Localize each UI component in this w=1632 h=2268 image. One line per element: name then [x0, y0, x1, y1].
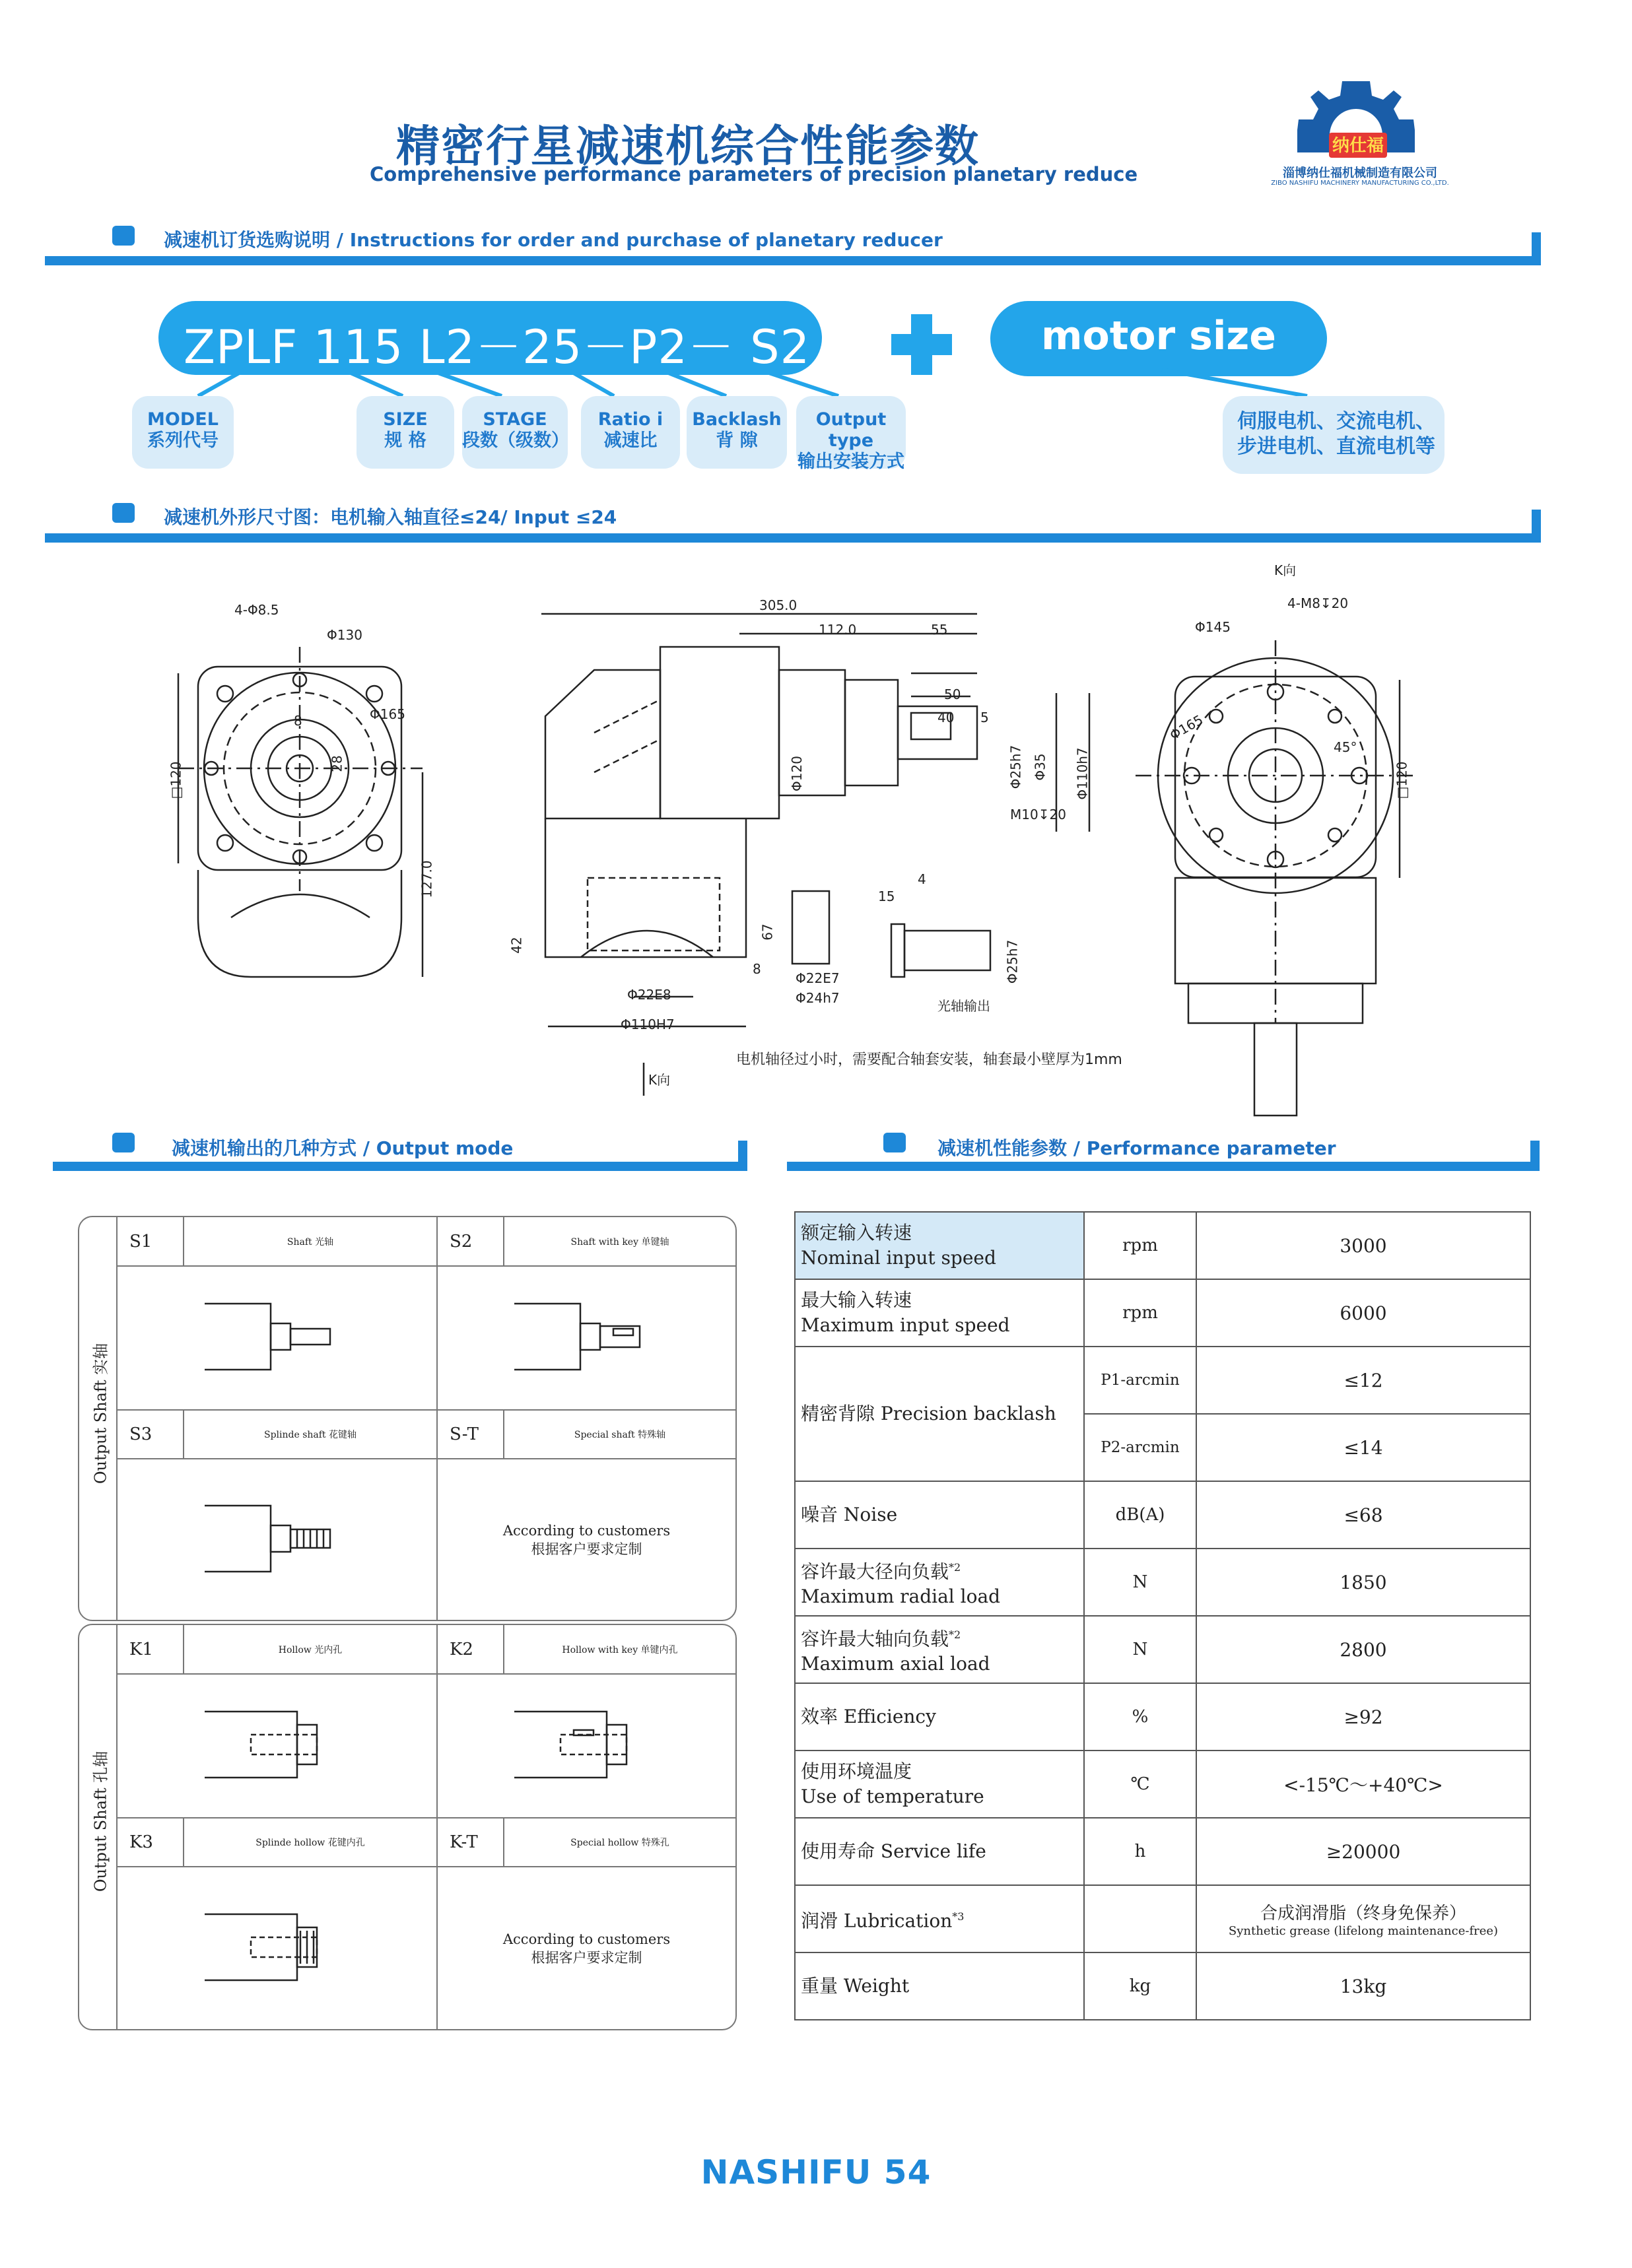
param-unit: N: [1084, 1616, 1196, 1683]
output-name-s3: Splinde shaft 花键轴: [184, 1410, 437, 1459]
output-group-label: Output Shaft 孔轴: [91, 1751, 110, 1892]
custom-output-note: According to customers 根据客户要求定制: [502, 1522, 671, 1557]
output-name-st: Special shaft 特殊轴: [504, 1410, 735, 1459]
param-value: 13kg: [1196, 1952, 1530, 2020]
performance-table: [794, 1211, 1531, 2020]
param-value: 3000: [1196, 1212, 1530, 1279]
dim-label: Φ110H7: [621, 1017, 675, 1032]
dim-label: 4-Φ8.5: [234, 602, 279, 618]
param-unit: ℃: [1084, 1751, 1196, 1818]
section-title-output-mode: 减速机输出的几种方式 / Output mode: [172, 1137, 514, 1159]
dim-label: 8: [294, 713, 302, 729]
output-group-label-box: [79, 1217, 118, 1620]
dim-label: Φ25h7: [1007, 745, 1024, 789]
param-value: ≥20000: [1196, 1818, 1530, 1885]
param-value: 1850: [1196, 1549, 1530, 1616]
param-value: 2800: [1196, 1616, 1530, 1683]
param-name: 使用环境温度 Use of temperature: [795, 1751, 1084, 1818]
k-view-label: K向: [648, 1072, 671, 1088]
model-code: ZPLF 115 L2－25－P2－ S2: [184, 320, 811, 374]
param-unit: kg: [1084, 1952, 1196, 2020]
output-name-k1: Hollow 光内孔: [184, 1625, 437, 1674]
label-stage: STAGE 段数（级数）: [462, 396, 568, 469]
motor-size-label: motor size: [1040, 313, 1276, 359]
output-group-label: Output Shaft 实轴: [91, 1343, 110, 1484]
section-marker: [883, 1133, 906, 1152]
table-row: [795, 1751, 1530, 1818]
dim-label: 40: [937, 710, 955, 725]
dim-label: Φ25h7: [1004, 939, 1021, 984]
param-unit: N: [1084, 1549, 1196, 1616]
param-unit: %: [1084, 1683, 1196, 1751]
table-row: [795, 1818, 1530, 1885]
output-group-label-box: [79, 1625, 118, 2029]
k-view-label: K向: [1274, 562, 1297, 578]
dim-label: Φ110h7: [1074, 747, 1091, 800]
page-footer: NASHIFU 54: [700, 2153, 932, 2191]
table-row: [795, 1549, 1530, 1616]
smooth-output-label: 光轴输出: [937, 998, 990, 1014]
dim-label: 28: [329, 755, 345, 772]
dim-label: Φ35: [1032, 753, 1048, 781]
table-row: [795, 1279, 1530, 1347]
dim-label: 67: [759, 923, 776, 941]
hollow-illustration-k1: [118, 1674, 437, 1818]
param-name: 效率 Efficiency: [795, 1683, 1084, 1751]
section-divider: [787, 1162, 1540, 1171]
label-output-type: Output type 输出安装方式: [796, 396, 906, 469]
output-name-kt: Special hollow 特殊孔: [504, 1818, 735, 1867]
param-name: 容许最大径向负载$^{*2}$ Maximum radial load: [795, 1549, 1084, 1616]
dim-label: 112.0: [819, 622, 857, 638]
logo-company-name-en: ZIBO NASHIFU MACHINERY MANUFACTURING CO.,LTD.: [1271, 180, 1449, 187]
label-motor-types: 伺服电机、交流电机、 步进电机、直流电机等: [1223, 396, 1445, 474]
section-divider-end: [1532, 510, 1541, 543]
output-name-s1: Shaft 光轴: [184, 1217, 437, 1266]
svg-text:纳仕福: 纳仕福: [1332, 136, 1384, 156]
param-unit: rpm: [1084, 1212, 1196, 1279]
param-name: 噪音 Noise: [795, 1481, 1084, 1549]
dim-label: 45°: [1334, 739, 1357, 755]
param-name: 润滑 Lubrication$^{*3}$: [795, 1885, 1084, 1952]
label-model: MODEL 系列代号: [132, 396, 234, 469]
section-title-order: 减速机订货选购说明 / Instructions for order and purchase of planetary reducer: [164, 229, 943, 251]
param-value: ≥92: [1196, 1683, 1530, 1751]
label-size: SIZE 规 格: [357, 396, 454, 469]
custom-hollow-note: According to customers 根据客户要求定制: [502, 1931, 671, 1966]
section-divider: [45, 533, 1541, 543]
param-value: 6000: [1196, 1279, 1530, 1347]
param-unit: h: [1084, 1818, 1196, 1885]
param-unit: P1-arcmin: [1084, 1347, 1196, 1414]
section-title-dimensions: 减速机外形尺寸图：电机输入轴直径≤24/ Input ≤24: [164, 506, 617, 528]
hollow-illustration-k3: [118, 1867, 437, 2029]
dim-label: 5: [980, 710, 989, 725]
param-value: 合成润滑脂（终身免保养） Synthetic grease (lifelong maintenance-free): [1196, 1885, 1530, 1952]
output-code-s2: S2: [437, 1217, 504, 1266]
output-mode-solid: [78, 1216, 737, 1621]
output-code-kt: K-T: [437, 1818, 504, 1867]
dim-label: Φ22E7: [796, 970, 840, 986]
param-value: <-15℃～+40℃>: [1196, 1751, 1530, 1818]
dim-label: 127.0: [419, 860, 435, 898]
label-ratio: Ratio i 减速比: [581, 396, 680, 469]
param-unit: rpm: [1084, 1279, 1196, 1347]
page-subtitle: Comprehensive performance parameters of precision planetary reduce: [370, 163, 1138, 185]
param-name: 最大输入转速 Maximum input speed: [795, 1279, 1084, 1347]
table-row: [795, 1952, 1530, 2020]
dim-label: Φ165: [1167, 712, 1206, 743]
param-value: ≤14: [1196, 1414, 1530, 1481]
logo-company-name: 淄博纳仕福机械制造有限公司: [1283, 166, 1437, 180]
dim-label: 42: [508, 937, 525, 954]
param-name: 容许最大轴向负载$^{*2}$ Maximum axial load: [795, 1616, 1084, 1683]
output-mode-hollow: [78, 1624, 737, 2030]
dim-label: 4: [918, 871, 926, 887]
dim-label: Φ22E8: [627, 987, 671, 1003]
dim-label: M10↧20: [1010, 807, 1066, 822]
table-row: [795, 1347, 1530, 1414]
dim-label: 15: [878, 888, 895, 904]
section-divider: [53, 1162, 747, 1171]
drawing-note: 电机轴径过小时，需要配合轴套安装，轴套最小壁厚为1mm: [736, 1051, 1122, 1068]
dim-label: Φ130: [327, 627, 362, 643]
output-name-s2: Shaft with key 单键轴: [504, 1217, 735, 1266]
output-code-k1: K1: [118, 1625, 184, 1674]
table-row: [795, 1616, 1530, 1683]
param-name: 重量 Weight: [795, 1952, 1084, 2020]
output-code-k3: K3: [118, 1818, 184, 1867]
shaft-illustration-s1: [118, 1266, 437, 1410]
section-marker: [112, 1133, 135, 1152]
param-unit: P2-arcmin: [1084, 1414, 1196, 1481]
page-title: 精密行星减速机综合性能参数: [396, 121, 980, 172]
dim-label: □120: [168, 761, 184, 799]
dim-label: Φ145: [1195, 619, 1231, 635]
section-divider-end: [738, 1141, 747, 1171]
label-backlash: Backlash 背 隙: [687, 396, 787, 469]
param-name: 使用寿命 Service life: [795, 1818, 1084, 1885]
param-value: ≤12: [1196, 1347, 1530, 1414]
dim-label: 4-M8↧20: [1287, 595, 1349, 611]
dim-label: 55: [931, 622, 948, 638]
dim-label: □120: [1394, 761, 1410, 799]
table-row: [795, 1481, 1530, 1549]
output-name-k2: Hollow with key 单键内孔: [504, 1625, 735, 1674]
output-code-k2: K2: [437, 1625, 504, 1674]
section-divider-end: [1530, 1141, 1540, 1171]
param-name: 精密背隙 Precision backlash: [795, 1347, 1084, 1481]
table-row: [795, 1683, 1530, 1751]
dim-label: 8: [753, 961, 761, 977]
section-marker: [112, 503, 135, 523]
shaft-illustration-s3: [118, 1459, 437, 1620]
table-row: [795, 1885, 1530, 1952]
dim-label: Φ120: [788, 756, 805, 791]
table-row: [795, 1212, 1530, 1279]
shaft-illustration-s2: [437, 1266, 735, 1410]
output-code-s3: S3: [118, 1410, 184, 1459]
output-code-st: S-T: [437, 1410, 504, 1459]
section-title-performance: 减速机性能参数 / Performance parameter: [937, 1137, 1336, 1159]
param-unit: [1084, 1885, 1196, 1952]
dim-label: Φ24h7: [796, 990, 840, 1006]
output-name-k3: Splinde hollow 花键内孔: [184, 1818, 437, 1867]
hollow-illustration-k2: [437, 1674, 735, 1818]
dim-label: 50: [944, 686, 961, 702]
dim-label: Φ165: [370, 706, 405, 722]
param-name: 额定输入转速 Nominal input speed: [795, 1212, 1084, 1279]
dim-label: 305.0: [759, 597, 798, 613]
param-value: ≤68: [1196, 1481, 1530, 1549]
param-unit: dB(A): [1084, 1481, 1196, 1549]
output-code-s1: S1: [118, 1217, 184, 1266]
